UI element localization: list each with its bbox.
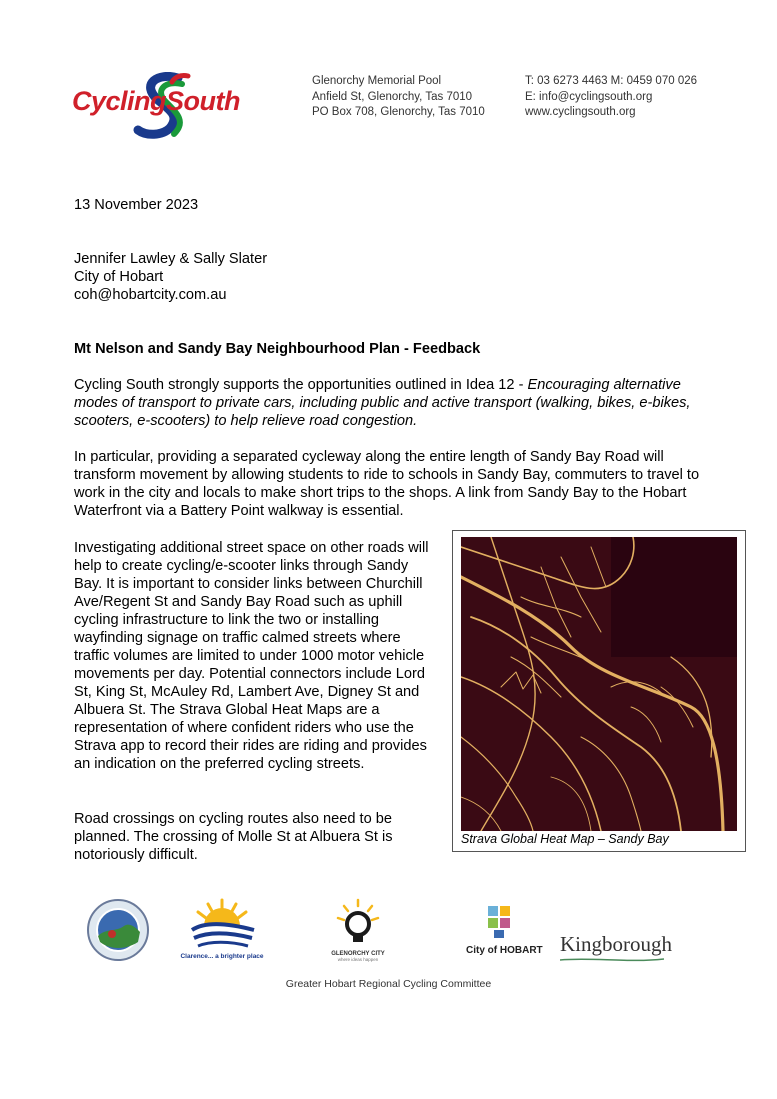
clarence-caption: Clarence... a brighter place bbox=[180, 953, 264, 960]
glenorchy-logo bbox=[322, 898, 394, 964]
council-seal-logo bbox=[86, 898, 150, 962]
header-contact bbox=[525, 74, 697, 121]
letter-date: 13 November 2023 bbox=[74, 197, 199, 213]
recipient-org: City of Hobart bbox=[74, 269, 164, 285]
kingborough-underline-icon bbox=[560, 957, 664, 963]
kingborough-caption: Kingborough bbox=[560, 932, 672, 956]
glenorchy-tagline: where ideas happen bbox=[337, 957, 379, 962]
glenorchy-caption: GLENORCHY CITY bbox=[331, 951, 385, 957]
recipient-name: Jennifer Lawley & Sally Slater bbox=[74, 251, 268, 267]
clarence-logo bbox=[174, 896, 270, 966]
heat-map-image bbox=[461, 537, 737, 831]
figure-caption: Strava Global Heat Map – Sandy Bay bbox=[461, 832, 669, 846]
paragraph-3: Investigating additional street space on other roads will help to create cycling/e-scooter links through Sandy Bay. It is important to consider links between Churchill Ave/Regent St and Sandy Bay Road such as uphill cycling infrastructure to link the two or installing wayfinding signage on traffic calmed streets where traffic volumes are limited to under 1000 motor vehicle movements per day. Potential connectors include Lord St, King St, McAuley Rd, Lambert Ave, Digney St and Albuera St. The Strava Global Heat Maps are a representation of where confident riders who use the Strava app to record their rides are riding and provides an indication on the preferred cycling streets. bbox=[74, 540, 429, 772]
cycling-south-logo bbox=[70, 72, 270, 142]
recipient-block bbox=[74, 250, 267, 304]
paragraph-1-quote: Encouraging alternative modes of transport to private cars, including public and active transport (walking, bikes, e-bikes, scooters, e-scooters) to help relieve road congestion. bbox=[74, 377, 691, 429]
address-line: PO Box 708, Glenorchy, Tas 7010 bbox=[312, 106, 485, 118]
paragraph-1-intro: Cycling South strongly supports the opportunities outlined in Idea 12 - bbox=[74, 377, 528, 393]
address-line: Glenorchy Memorial Pool bbox=[312, 75, 442, 87]
header-address bbox=[312, 74, 485, 121]
hobart-crest-icon bbox=[466, 904, 542, 940]
phone-line: T: 03 6273 4463 M: 0459 070 026 bbox=[525, 75, 698, 87]
paragraph-4: Road crossings on cycling routes also need to be planned. The crossing of Molle St at Albuera St is notoriously difficult. bbox=[74, 811, 393, 863]
address-line: Anfield St, Glenorchy, Tas 7010 bbox=[312, 90, 473, 103]
email-link[interactable]: E: info@cyclingsouth.org bbox=[525, 90, 653, 103]
council-seal-icon bbox=[86, 898, 150, 962]
clarence-sun-icon bbox=[174, 896, 270, 948]
heat-map-figure bbox=[452, 530, 746, 852]
paragraph-2: In particular, providing a separated cycleway along the entire length of Sandy Bay Road will transform movement by allowing students to ride to schools in Sandy Bay, commuters to travel to work in the city and locals to make short trips to the shops. A link from Sandy Bay to the Hobart Waterfront via a Battery Point walkway is essential. bbox=[74, 449, 700, 519]
hobart-caption: City of HOBART bbox=[466, 945, 543, 956]
glenorchy-bulb-icon bbox=[322, 898, 394, 946]
logo-text: CyclingSouth bbox=[72, 86, 240, 116]
letter-subject: Mt Nelson and Sandy Bay Neighbourhood Plan - Feedback bbox=[74, 341, 481, 357]
city-of-hobart-logo bbox=[466, 904, 542, 960]
paragraph-1 bbox=[74, 376, 714, 430]
website-link[interactable]: www.cyclingsouth.org bbox=[525, 106, 636, 118]
kingborough-logo bbox=[560, 932, 670, 964]
committee-footer: Greater Hobart Regional Cycling Committee bbox=[285, 978, 492, 990]
recipient-email[interactable]: coh@hobartcity.com.au bbox=[74, 287, 227, 303]
